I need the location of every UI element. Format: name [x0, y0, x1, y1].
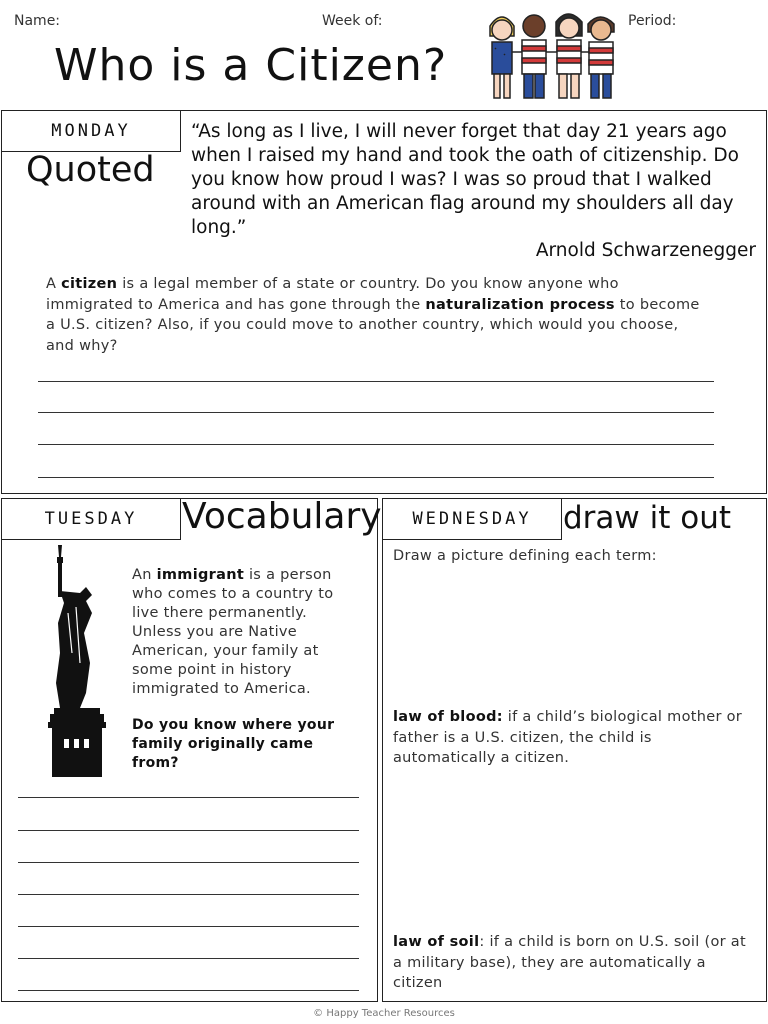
drawing-area-soil[interactable]: [393, 776, 755, 926]
kids-holding-hands-icon: [484, 6, 624, 106]
answer-line[interactable]: [18, 862, 359, 863]
answer-line[interactable]: [18, 958, 359, 959]
answer-line[interactable]: [18, 797, 359, 798]
copyright-footer: © Happy Teacher Resources: [313, 1008, 455, 1019]
draw-instruction: Draw a picture defining each term:: [393, 548, 657, 564]
statue-of-liberty-icon: [46, 543, 108, 777]
wednesday-section-title: draw it out: [563, 500, 732, 536]
monday-section-title: Quoted: [26, 150, 155, 190]
period-label: Period:: [628, 13, 677, 29]
page-title: Who is a Citizen?: [54, 40, 448, 91]
monday-prompt: A citizen is a legal member of a state or country. Do you know anyone who immigrated to America and has gone through the naturalization process to become a U.S. citizen? Also, if you could move to another country, which would you choose, and why?: [46, 276, 700, 354]
term-law-of-blood: law of blood:: [393, 709, 503, 725]
law-of-blood-definition: law of blood: if a child’s biological mother or father is a U.S. citizen, the child is automatically a citizen.: [393, 709, 743, 766]
drawing-area-blood[interactable]: [393, 566, 755, 702]
term-naturalization: naturalization process: [425, 296, 615, 313]
answer-line[interactable]: [38, 412, 714, 413]
immigrant-definition: An immigrant is a person who comes to a country to live there permanently. Unless you are Native American, your family at some point in history immigrated to America.: [132, 567, 334, 697]
answer-line[interactable]: [18, 990, 359, 991]
term-immigrant: immigrant: [156, 567, 245, 583]
monday-day-label: MONDAY: [1, 110, 181, 152]
monday-quote: “As long as I live, I will never forget that day 21 years ago when I raised my hand and took the oath of citizenship. Do you know how proud I was? I was so proud that I walked around with an American flag around my shoulders all day long.”: [191, 121, 739, 238]
answer-line[interactable]: [38, 477, 714, 478]
term-law-of-soil: law of soil: [393, 934, 480, 950]
term-citizen: citizen: [61, 276, 118, 292]
wednesday-day-label: WEDNESDAY: [382, 498, 562, 540]
answer-line[interactable]: [18, 830, 359, 831]
answer-line[interactable]: [38, 444, 714, 445]
answer-line[interactable]: [38, 381, 714, 382]
week-label: Week of:: [322, 13, 383, 29]
answer-line[interactable]: [18, 926, 359, 927]
family-origin-question: Do you know where your family originally came from?: [132, 717, 335, 771]
tuesday-day-label: TUESDAY: [1, 498, 181, 540]
quote-author: Arnold Schwarzenegger: [535, 240, 756, 261]
answer-line[interactable]: [18, 894, 359, 895]
tuesday-section-title: Vocabulary: [182, 496, 382, 537]
name-label: Name:: [14, 13, 61, 29]
law-of-soil-definition: law of soil: if a child is born on U.S. soil (or at a military base), they are automatically a citizen: [393, 934, 746, 991]
